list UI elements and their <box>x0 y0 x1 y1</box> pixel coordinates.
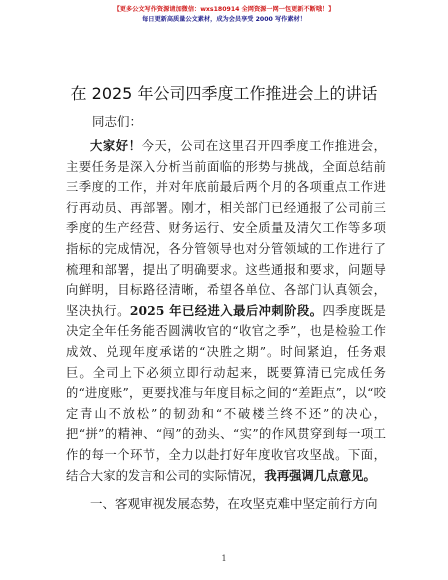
section-heading-1: 一、客观审视发展态势，在攻坚克难中坚定前行方向 <box>90 496 378 511</box>
document-title: 在 2025 年公司四季度工作推进会上的讲话 <box>70 84 378 103</box>
greeting-lead: 大家好！ <box>90 138 142 153</box>
document-body <box>66 136 386 486</box>
paragraph-1-emphasis-2: 我再强调几点意见。 <box>264 467 376 483</box>
paragraph-1-text-2: 四季度既是决定全年任务能否圆满收官的“收官之季”，也是检验工作成效、兑现年度承诺的“决胜之期”。时间紧迫，任务艰巨。全司上下必须立即行动起来，既要算清已完成任务的“进度账”，更要找准与年度目标之间的“差距点”，以“咬定青山不放松”的韧劲和“不破楼兰终不还”的决心，把“拼”的精神、“闯”的劲头、“实”的作风贯穿到每一项工作的每一个环节，全力以赴打好年度收官攻坚战。下面，结合大家的发言和公司的实际情况， <box>66 303 386 483</box>
paragraph-1 <box>66 136 386 486</box>
page-number: 1 <box>221 554 227 563</box>
paragraph-1-emphasis: 2025 年已经进入最后冲刺阶段。 <box>129 302 323 318</box>
greeting: 同志们： <box>92 114 143 129</box>
promo-banner-line-2: 每日更新高质量公文素材，成为会员享受 2000 写作素材！ <box>142 16 306 23</box>
paragraph-1-text: 今天，公司在这里召开四季度工作推进会，主要任务是深入分析当前面临的形势与挑战，全面总结前三季度的工作，并对年底前最后两个月的各项重点工作进行再动员、再部署。刚才，相关部门已经通报了公司前三季度的生产经营、财务运行、安全质量及清欠工作等多项指标的完成情况，各分管领导也对分管领域的工作进行了梳理和部署，提出了明确要求。这些通报和要求，问题导向鲜明，目标路径清晰，希望各单位、各部门认真领会，坚决执行。 <box>66 139 386 318</box>
promo-banner-line-1: 【更多公文写作资源请加微信：wxs180914 全网资源一网一包更新不断哦！】 <box>113 6 335 13</box>
